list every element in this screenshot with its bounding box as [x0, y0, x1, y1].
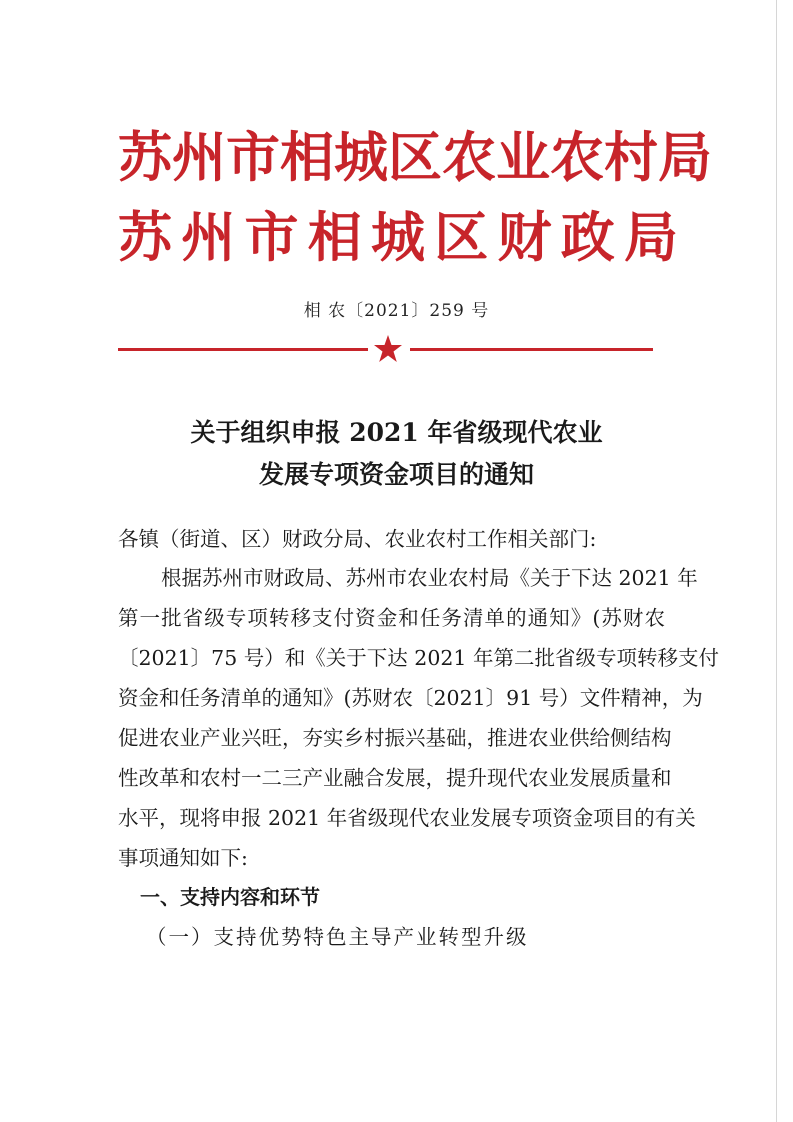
- salutation: 各镇（街道、区）财政分局、农业农村工作相关部门:: [118, 527, 597, 551]
- agency-header-finance: 苏州市相城区财政局: [118, 205, 678, 269]
- notice-title-line-1: 关于组织申报 2021 年省级现代农业: [190, 418, 603, 447]
- section-heading: 一、支持内容和环节: [140, 885, 320, 909]
- agency-header-agriculture: 苏州市相城区农业农村局: [118, 125, 712, 189]
- paragraph-line: 事项通知如下:: [118, 846, 248, 870]
- paragraph-line: 第一批省级专项转移支付资金和任务清单的通知》(苏财农: [118, 606, 665, 630]
- subsection-heading: （一）支持优势特色主导产业转型升级: [146, 925, 529, 949]
- notice-title-line-2: 发展专项资金项目的通知: [258, 460, 534, 489]
- paragraph-line: 〔2021〕75 号）和《关于下达 2021 年第二批省级专项转移支付: [118, 646, 719, 670]
- red-separator-right: [410, 348, 653, 351]
- document-number: 相 农〔2021〕259 号: [303, 301, 490, 321]
- paragraph-line: 促进农业产业兴旺，夯实乡村振兴基础，推进农业供给侧结构: [118, 726, 672, 750]
- paragraph-line: 水平，现将申报 2021 年省级现代农业发展专项资金项目的有关: [118, 806, 696, 830]
- paragraph-line: 性改革和农村一二三产业融合发展，提升现代农业发展质量和: [118, 766, 672, 790]
- star-icon: [373, 334, 403, 364]
- red-separator-left: [118, 348, 368, 351]
- paragraph-line: 根据苏州市财政局、苏州市农业农村局《关于下达 2021 年: [161, 566, 698, 590]
- scan-edge-line: [776, 0, 777, 1122]
- paragraph-line: 资金和任务清单的通知》(苏财农〔2021〕91 号）文件精神，为: [118, 686, 703, 710]
